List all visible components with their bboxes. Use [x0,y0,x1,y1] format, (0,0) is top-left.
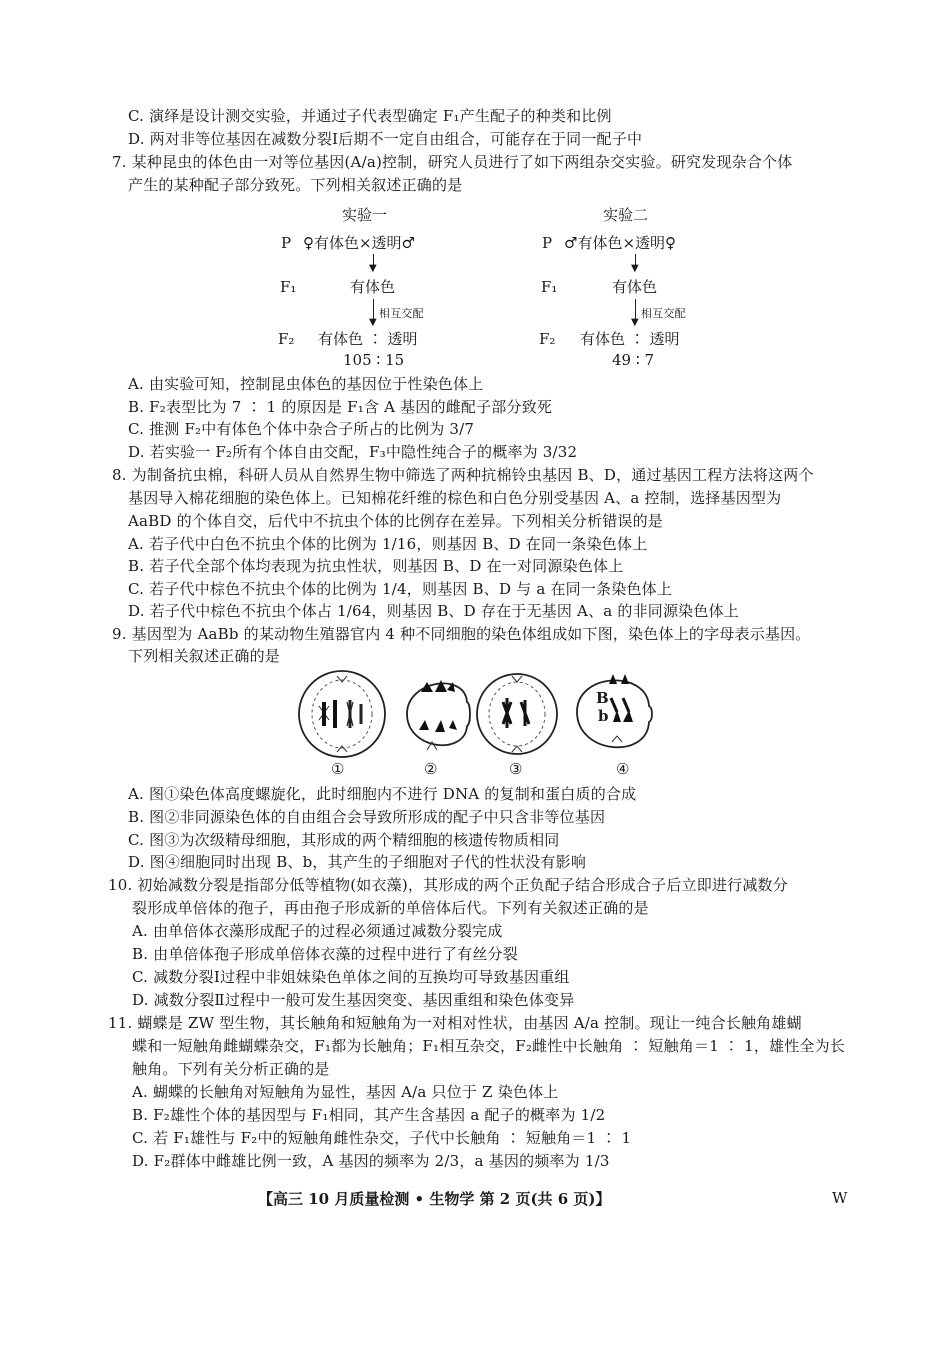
q8-stem-line1: 8. 为制备抗虫棉，科研人员从自然界生物中筛选了两种抗棉铃虫基因 B、D，通过基因工程方法将这两个 [112,466,814,484]
cell-label-4: ④ [616,760,630,778]
exp2-f1-label: F₁ [541,278,558,296]
exp2-mating-label: 相互交配 [641,307,686,320]
cell-2 [407,680,470,750]
exp2-arrowhead-2: ▼ [631,317,639,328]
exp1-parent-cross: ♀有体色×透明♂ [303,234,415,252]
page-footer: 【高三 10 月质量检测 • 生物学 第 2 页(共 6 页)】 [258,1190,611,1208]
exp2-parent-cross: ♂有体色×透明♀ [564,234,676,252]
q8-option-d: D. 若子代中棕色不抗虫个体占 1/64，则基因 B、D 存在于无基因 A、a 的非同源染色体上 [128,602,739,620]
exp1-f1-label: F₁ [280,278,297,296]
q11-option-c: C. 若 F₁雄性与 F₂中的短触角雌性杂交，子代中长触角 ∶ 短触角＝1 ∶ 1 [132,1129,632,1147]
exp2-ratio: 49 ∶ 7 [612,351,655,369]
q8-option-b: B. 若子代全部个体均表现为抗虫性状，则基因 B、D 在一对同源染色体上 [128,557,624,575]
exp1-f1: 有体色 [350,278,396,296]
cell-label-3: ③ [509,760,523,778]
cell-4-gene-b: b [598,707,609,725]
q6-option-c: C. 演绎是设计测交实验，并通过子代表型确定 F₁产生配子的种类和比例 [128,107,612,125]
exp1-ratio: 105 ∶ 15 [343,351,405,369]
exp1-f2-label: F₂ [278,330,295,348]
exp1-arrowhead-1: ▼ [369,263,377,274]
exp1-title: 实验一 [342,206,388,224]
q10-option-c: C. 减数分裂Ⅰ过程中非姐妹染色单体之间的互换均可导致基因重组 [132,968,570,986]
q7-stem-line2: 产生的某种配子部分致死。下列相关叙述正确的是 [128,176,463,194]
exp2-title: 实验二 [603,206,649,224]
q10-option-b: B. 由单倍体孢子形成单倍体衣藻的过程中进行了有丝分裂 [132,945,518,963]
q9-stem-line1: 9. 基因型为 AaBb 的某动物生殖器官内 4 种不同细胞的染色体组成如下图，染色体上的字母表示基因。 [112,625,811,643]
q10-option-a: A. 由单倍体衣藻形成配子的过程必须通过减数分裂完成 [132,922,503,940]
cell-label-2: ② [424,760,438,778]
q11-stem-line1: 11. 蝴蝶是 ZW 型生物，其长触角和短触角为一对相对性状，由基因 A/a 控制。现让一纯合长触角雄蝴 [108,1014,802,1032]
q9-option-a: A. 图①染色体高度螺旋化，此时细胞内不进行 DNA 的复制和蛋白质的合成 [128,785,637,803]
exp1-p-label: P [281,234,292,252]
cell-4-gene-B: B [596,689,609,707]
exp1-f2: 有体色 ∶ 透明 [318,330,418,348]
exp2-f2-label: F₂ [539,330,556,348]
exp2-f1: 有体色 [612,278,658,296]
footer-version-mark: W [832,1189,848,1207]
q11-stem-line2: 蝶和一短触角雌蝴蝶杂交，F₁都为长触角；F₁相互杂交，F₂雌性中长触角 ∶ 短触角＝1 ∶ 1，雄性全为长 [132,1037,846,1055]
q8-stem-line2: 基因导入棉花细胞的染色体上。已知棉花纤维的棕色和白色分别受基因 A、a 控制，选择基因型为 [128,489,782,507]
q9-option-b: B. 图②非同源染色体的自由组合会导致所形成的配子中只含非等位基因 [128,808,606,826]
q8-stem-line3: AaBD 的个体自交，后代中不抗虫个体的比例存在差异。下列相关分析错误的是 [128,512,663,530]
cell-label-1: ① [331,760,345,778]
q11-option-b: B. F₂雄性个体的基因型与 F₁相同，其产生含基因 a 配子的概率为 1/2 [132,1106,606,1124]
q7-stem-line1: 7. 某种昆虫的体色由一对等位基因(A/a)控制，研究人员进行了如下两组杂交实验。研究发现杂合个体 [112,153,793,171]
q9-stem-line2: 下列相关叙述正确的是 [128,647,281,665]
q7-option-c: C. 推测 F₂中有体色个体中杂合子所占的比例为 3/7 [128,420,475,438]
q10-option-d: D. 减数分裂Ⅱ过程中一般可发生基因突变、基因重组和染色体变异 [132,991,575,1009]
cell-3 [477,674,557,754]
q9-option-c: C. 图③为次级精母细胞，其形成的两个精细胞的核遗传物质相同 [128,831,560,849]
exp1-arrowhead-2: ▼ [369,317,377,328]
q8-option-c: C. 若子代中棕色不抗虫个体的比例为 1/4，则基因 B、D 与 a 在同一条染色体上 [128,580,673,598]
q9-option-d: D. 图④细胞同时出现 B、b，其产生的子细胞对子代的性状没有影响 [128,853,587,871]
q11-stem-line3: 触角。下列有关分析正确的是 [132,1060,330,1078]
q10-stem-line1: 10. 初始减数分裂是指部分低等植物(如衣藻)，其形成的两个正负配子结合形成合子后立即进行减数分 [108,876,788,894]
q11-option-a: A. 蝴蝶的长触角对短触角为显性，基因 A/a 只位于 Z 染色体上 [132,1083,559,1101]
exp2-f2: 有体色 ∶ 透明 [580,330,680,348]
q8-option-a: A. 若子代中白色不抗虫个体的比例为 1/16，则基因 B、D 在同一条染色体上 [128,535,648,553]
q7-option-d: D. 若实验一 F₂所有个体自由交配，F₃中隐性纯合子的概率为 3/32 [128,443,578,461]
cell-4 [577,674,652,747]
q7-option-a: A. 由实验可知，控制昆虫体色的基因位于性染色体上 [128,375,484,393]
exp2-arrowhead-1: ▼ [631,263,639,274]
cell-1 [299,671,385,757]
q7-option-b: B. F₂表型比为 7 ∶ 1 的原因是 F₁含 A 基因的雌配子部分致死 [128,398,553,416]
q11-option-d: D. F₂群体中雌雄比例一致，A 基因的频率为 2/3，a 基因的频率为 1/3 [132,1152,610,1170]
exp1-mating-label: 相互交配 [379,307,424,320]
exp2-p-label: P [542,234,553,252]
q6-option-d: D. 两对非等位基因在减数分裂Ⅰ后期不一定自由组合，可能存在于同一配子中 [128,130,643,148]
q10-stem-line2: 裂形成单倍体的孢子，再由孢子形成新的单倍体后代。下列有关叙述正确的是 [132,899,649,917]
